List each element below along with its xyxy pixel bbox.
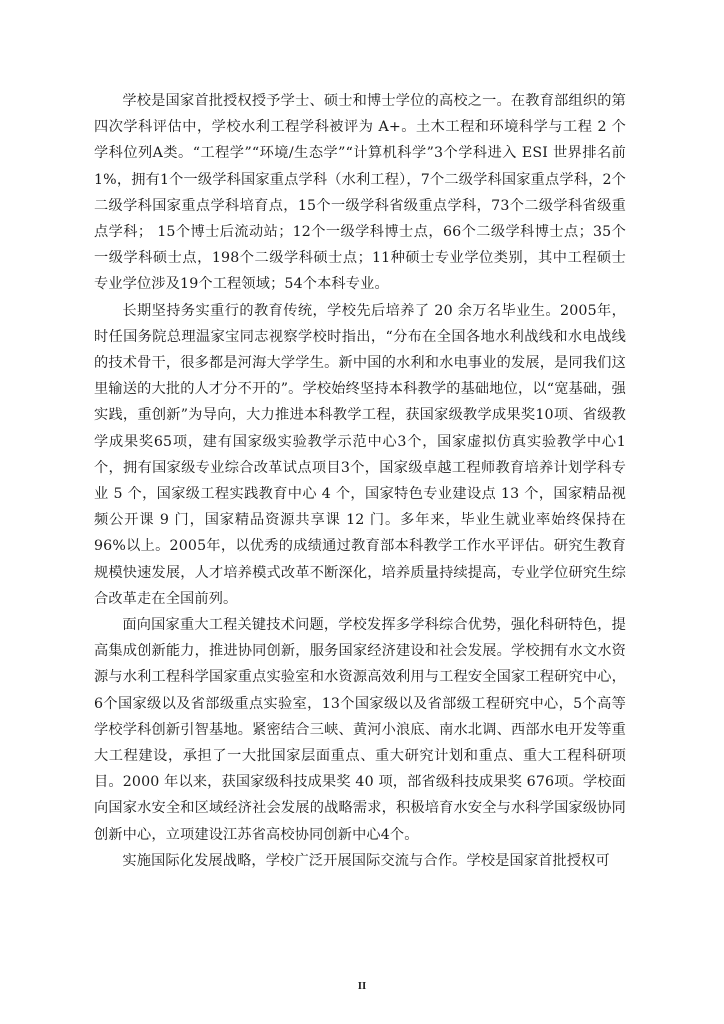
paragraph-research: 面向国家重大工程关键技术问题，学校发挥多学科综合优势，强化科研特色，提高集成创新能力，推进协同创新，服务国家经济建设和社会发展。学校拥有水文水资源与水利工程科学国家重点实验室和水资源高效利用与工程安全国家工程研究中心，6个国家级以及省部级重点实验室，13个国家级以及省部级工程研究中心，5个高等学校学科创新引智基地。紧密结合三峡、黄河小浪底、南水北调、西部水电开发等重大工程建设，承担了一大批国家层面重点、重大研究计划和重点、重大工程科研项目。2000 年以来，获国家级科技成果奖 40 项，部省级科技成果奖 676项。学校面向国家水安全和区域经济社会发展的战略需求，积极培育水安全与水科学国家级协同创新中心，立项建设江苏省高校协同创新中心4个。 (94, 617, 626, 843)
paragraph-international: 实施国际化发展战略，学校广泛开展国际交流与合作。学校是国家首批授权可 (122, 852, 610, 869)
paragraph-education: 长期坚持务实重行的教育传统，学校先后培养了 20 余万名毕业生。2005年，时任国务院总理温家宝同志视察学校时指出，“分布在全国各地水利战线和水电战线的技术骨干，很多都是河海大学学生。新中国的水利和水电事业的发展，是同我们这里输送的大批的人才分不开的”。学校始终坚持本科教学的基础地位，以“宽基础，强实践，重创新”为导向，大力推进本科教学工程，获国家级教学成果奖10项、省级教学成果奖65项，建有国家级实验教学示范中心3个，国家虚拟仿真实验教学中心1个，拥有国家级专业综合改革试点项目3个，国家级卓越工程师教育培养计划学科专业 5 个，国家级工程实践教育中心 4 个，国家特色专业建设点 13 个，国家精品视频公开课 9 门，国家精品资源共享课 12 门。多年来，毕业生就业率始终保持在96%以上。2005年，以优秀的成绩通过教育部本科教学工作水平评估。研究生教育规模快速发展，人才培养模式改革不断深化，培养质量持续提高，专业学位研究生综合改革走在全国前列。 (94, 302, 626, 607)
body-text (94, 88, 626, 874)
page-number: II (357, 980, 367, 992)
paragraph-degrees: 学校是国家首批授权授予学士、硕士和博士学位的高校之一。在教育部组织的第四次学科评估中，学校水利工程学科被评为 A+。土木工程和环境科学与工程 2 个学科位列A类。“工程学”“环境/生态学”“计算机科学”3个学科进入 ESI 世界排名前 1%，拥有1个一级学科国家重点学科（水利工程），7个二级学科国家重点学科，2个二级学科国家重点学科培育点，15个一级学科省级重点学科，73个二级学科省级重点学科； 15个博士后流动站；12个一级学科博士点，66个二级学科博士点；35个一级学科硕士点，198个二级学科硕士点；11种硕士专业学位类别，其中工程硕士专业学位涉及19个工程领域；54个本科专业。 (94, 93, 626, 293)
